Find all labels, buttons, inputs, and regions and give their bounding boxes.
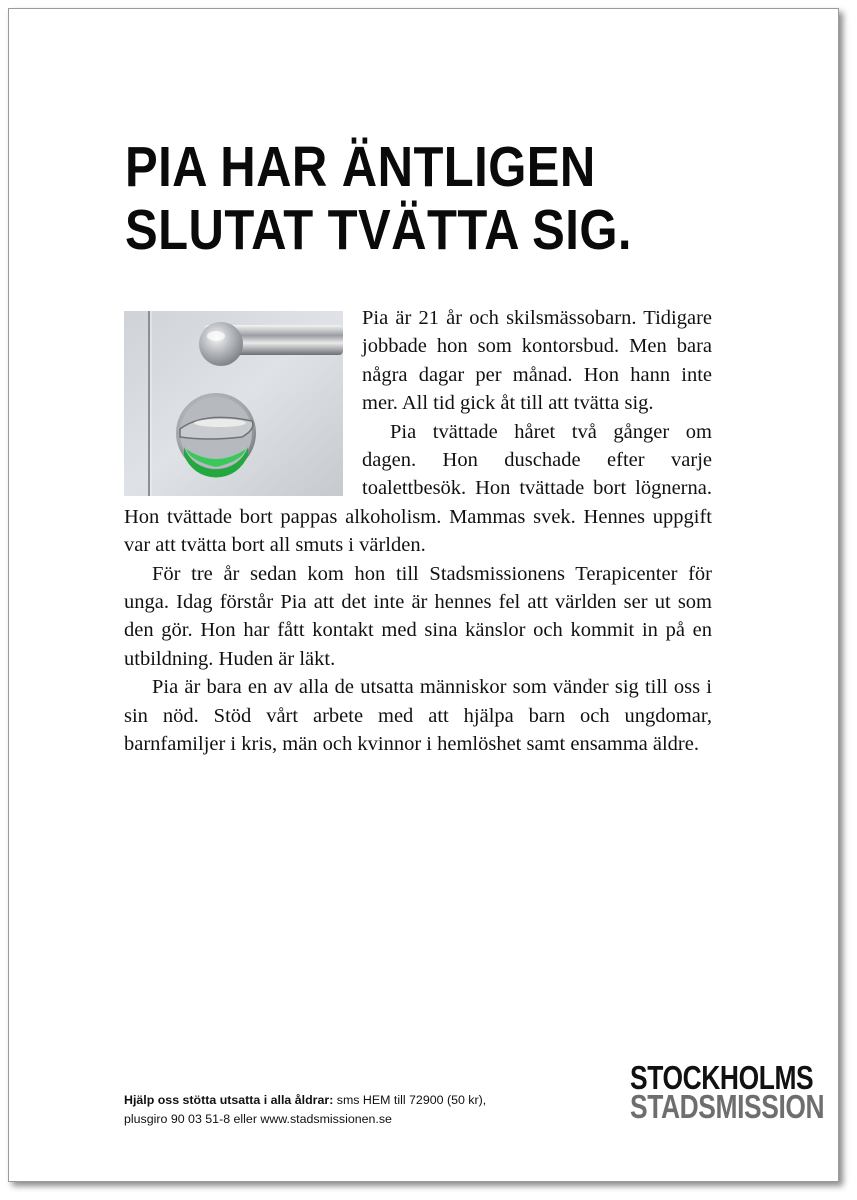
logo-line-2: STADSMISSION <box>630 1088 825 1125</box>
body-copy <box>124 304 712 759</box>
photo-wrap-spacer <box>124 304 362 500</box>
body-paragraph-3: För tre år sedan kom hon till Stadsmissionens Terapicenter för unga. Idag förstår Pia att det inte är hennes fel att världen ser ut som den gör. Hon har fått kontakt med sina känslor och kommit in på en utbildning. Huden är läkt. <box>124 562 712 670</box>
logo-line-1: STOCKHOLMS <box>630 1059 814 1096</box>
donation-plusgiro: plusgiro 90 03 51-8 eller www.stadsmissionen.se <box>124 1112 392 1126</box>
donation-lead: Hjälp oss stötta utsatta i alla åldrar: <box>124 1093 334 1107</box>
donation-sms: sms HEM till 72900 (50 kr), <box>333 1093 487 1107</box>
headline-line-2: SLUTAT TVÄTTA SIG. <box>125 198 632 262</box>
headline-line-1: PIA HAR ÄNTLIGEN <box>125 135 596 199</box>
body-paragraph-1: Pia är 21 år och skilsmässobarn. Tidigare jobbade hon som kontorsbud. Men bara några dagar per månad. Hon hann inte mer. All tid gick åt till att tvätta sig. <box>362 307 712 415</box>
body-paragraph-4: Pia är bara en av alla de utsatta människor som vänder sig till oss i sin nöd. Stöd vårt arbete med att hjälpa barn och ungdomar, barnfamiljer i kris, män och kvinnor i hemlöshet samt ensamma äldre. <box>124 676 712 756</box>
headline <box>125 136 658 262</box>
stadsmission-logo <box>630 1059 825 1125</box>
body-paragraph-2: Pia tvättade håret två gånger om dagen. Hon duschade efter varje toalettbesök. Hon tvättade bort lögnerna. Hon tvättade bort pappas alkoholism. Mammas svek. Hennes uppgift var att tvätta bort all smuts i världen. <box>124 420 712 557</box>
donation-info <box>124 1091 624 1129</box>
